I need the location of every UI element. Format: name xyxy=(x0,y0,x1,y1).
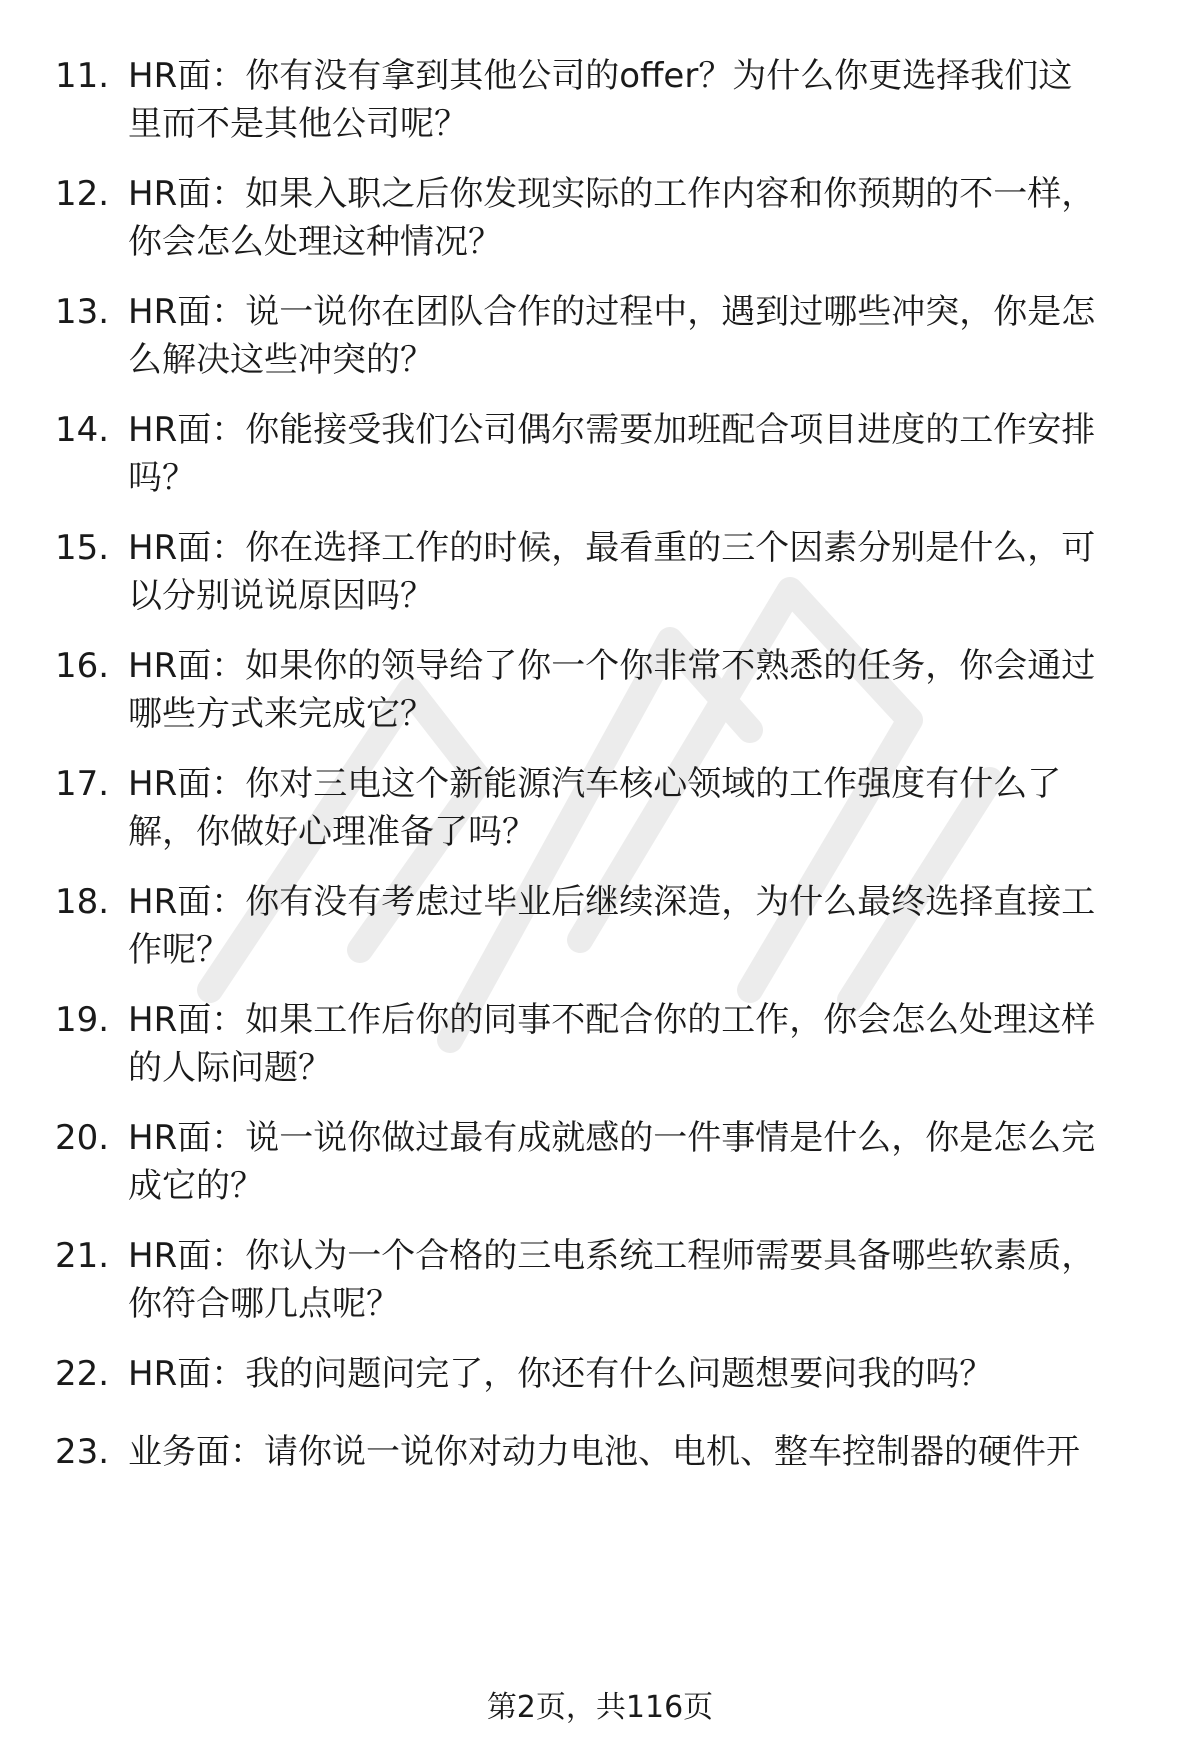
question-number: 20. xyxy=(55,1118,110,1158)
question-item xyxy=(0,1114,1200,1224)
question-number: 16. xyxy=(55,646,110,686)
question-line: HR面：你在选择工作的时候，最看重的三个因素分别是什么，可 xyxy=(128,528,1096,568)
question-number: 19. xyxy=(55,1000,110,1040)
question-line: 成它的？ xyxy=(128,1166,264,1206)
question-line: 你符合哪几点呢？ xyxy=(128,1284,400,1324)
question-item xyxy=(0,1232,1200,1342)
question-number: 14. xyxy=(55,410,110,450)
question-number: 17. xyxy=(55,764,110,804)
question-number: 12. xyxy=(55,174,110,214)
question-line: HR面：如果工作后你的同事不配合你的工作，你会怎么处理这样 xyxy=(128,1000,1096,1040)
question-line: HR面：你认为一个合格的三电系统工程师需要具备哪些软素质， xyxy=(128,1236,1096,1276)
question-number: 11. xyxy=(55,56,110,96)
question-item xyxy=(0,996,1200,1106)
question-line: HR面：你有没有考虑过毕业后继续深造，为什么最终选择直接工 xyxy=(128,882,1096,922)
question-text xyxy=(128,524,1158,620)
question-line: HR面：我的问题问完了，你还有什么问题想要问我的吗？ xyxy=(128,1354,994,1394)
question-text xyxy=(128,52,1158,148)
question-line: 以分别说说原因吗？ xyxy=(128,576,434,616)
question-item xyxy=(0,406,1200,516)
question-number: 18. xyxy=(55,882,110,922)
question-item xyxy=(0,288,1200,398)
question-number: 15. xyxy=(55,528,110,568)
question-number: 22. xyxy=(55,1354,110,1394)
question-line: HR面：你能接受我们公司偶尔需要加班配合项目进度的工作安排 xyxy=(128,410,1096,450)
question-item xyxy=(0,52,1200,162)
question-text xyxy=(128,288,1158,384)
question-line: HR面：说一说你在团队合作的过程中，遇到过哪些冲突，你是怎 xyxy=(128,292,1096,332)
question-line: 里而不是其他公司呢？ xyxy=(128,104,468,144)
question-text xyxy=(128,1232,1158,1328)
question-line: 么解决这些冲突的？ xyxy=(128,340,434,380)
question-number: 21. xyxy=(55,1236,110,1276)
question-text xyxy=(128,406,1158,502)
question-item xyxy=(0,642,1200,752)
question-item xyxy=(0,878,1200,988)
question-text xyxy=(128,996,1158,1092)
question-line: HR面：如果你的领导给了你一个你非常不熟悉的任务，你会通过 xyxy=(128,646,1096,686)
question-text xyxy=(128,170,1158,266)
question-text xyxy=(128,878,1158,974)
question-text xyxy=(128,1114,1158,1210)
question-text xyxy=(128,1428,1158,1476)
question-number: 23. xyxy=(55,1432,110,1472)
question-item xyxy=(0,1428,1200,1538)
question-line: 吗？ xyxy=(128,458,196,498)
question-line: 的人际问题？ xyxy=(128,1048,332,1088)
question-text xyxy=(128,1350,1158,1398)
question-line: HR面：说一说你做过最有成就感的一件事情是什么，你是怎么完 xyxy=(128,1118,1096,1158)
question-line: 解，你做好心理准备了吗？ xyxy=(128,812,536,852)
question-line: HR面：如果入职之后你发现实际的工作内容和你预期的不一样， xyxy=(128,174,1096,214)
question-item xyxy=(0,524,1200,634)
question-line: HR面：你有没有拿到其他公司的offer？为什么你更选择我们这 xyxy=(128,56,1073,96)
question-line: HR面：你对三电这个新能源汽车核心领域的工作强度有什么了 xyxy=(128,764,1062,804)
question-line: 作呢？ xyxy=(128,930,230,970)
page-number-footer: 第2页，共116页 xyxy=(486,1690,714,1725)
question-text xyxy=(128,760,1158,856)
question-text xyxy=(128,642,1158,738)
question-item xyxy=(0,760,1200,870)
question-line: 业务面：请你说一说你对动力电池、电机、整车控制器的硬件开 xyxy=(128,1432,1080,1472)
question-line: 哪些方式来完成它？ xyxy=(128,694,434,734)
question-line: 你会怎么处理这种情况？ xyxy=(128,222,502,262)
question-number: 13. xyxy=(55,292,110,332)
question-item xyxy=(0,170,1200,280)
